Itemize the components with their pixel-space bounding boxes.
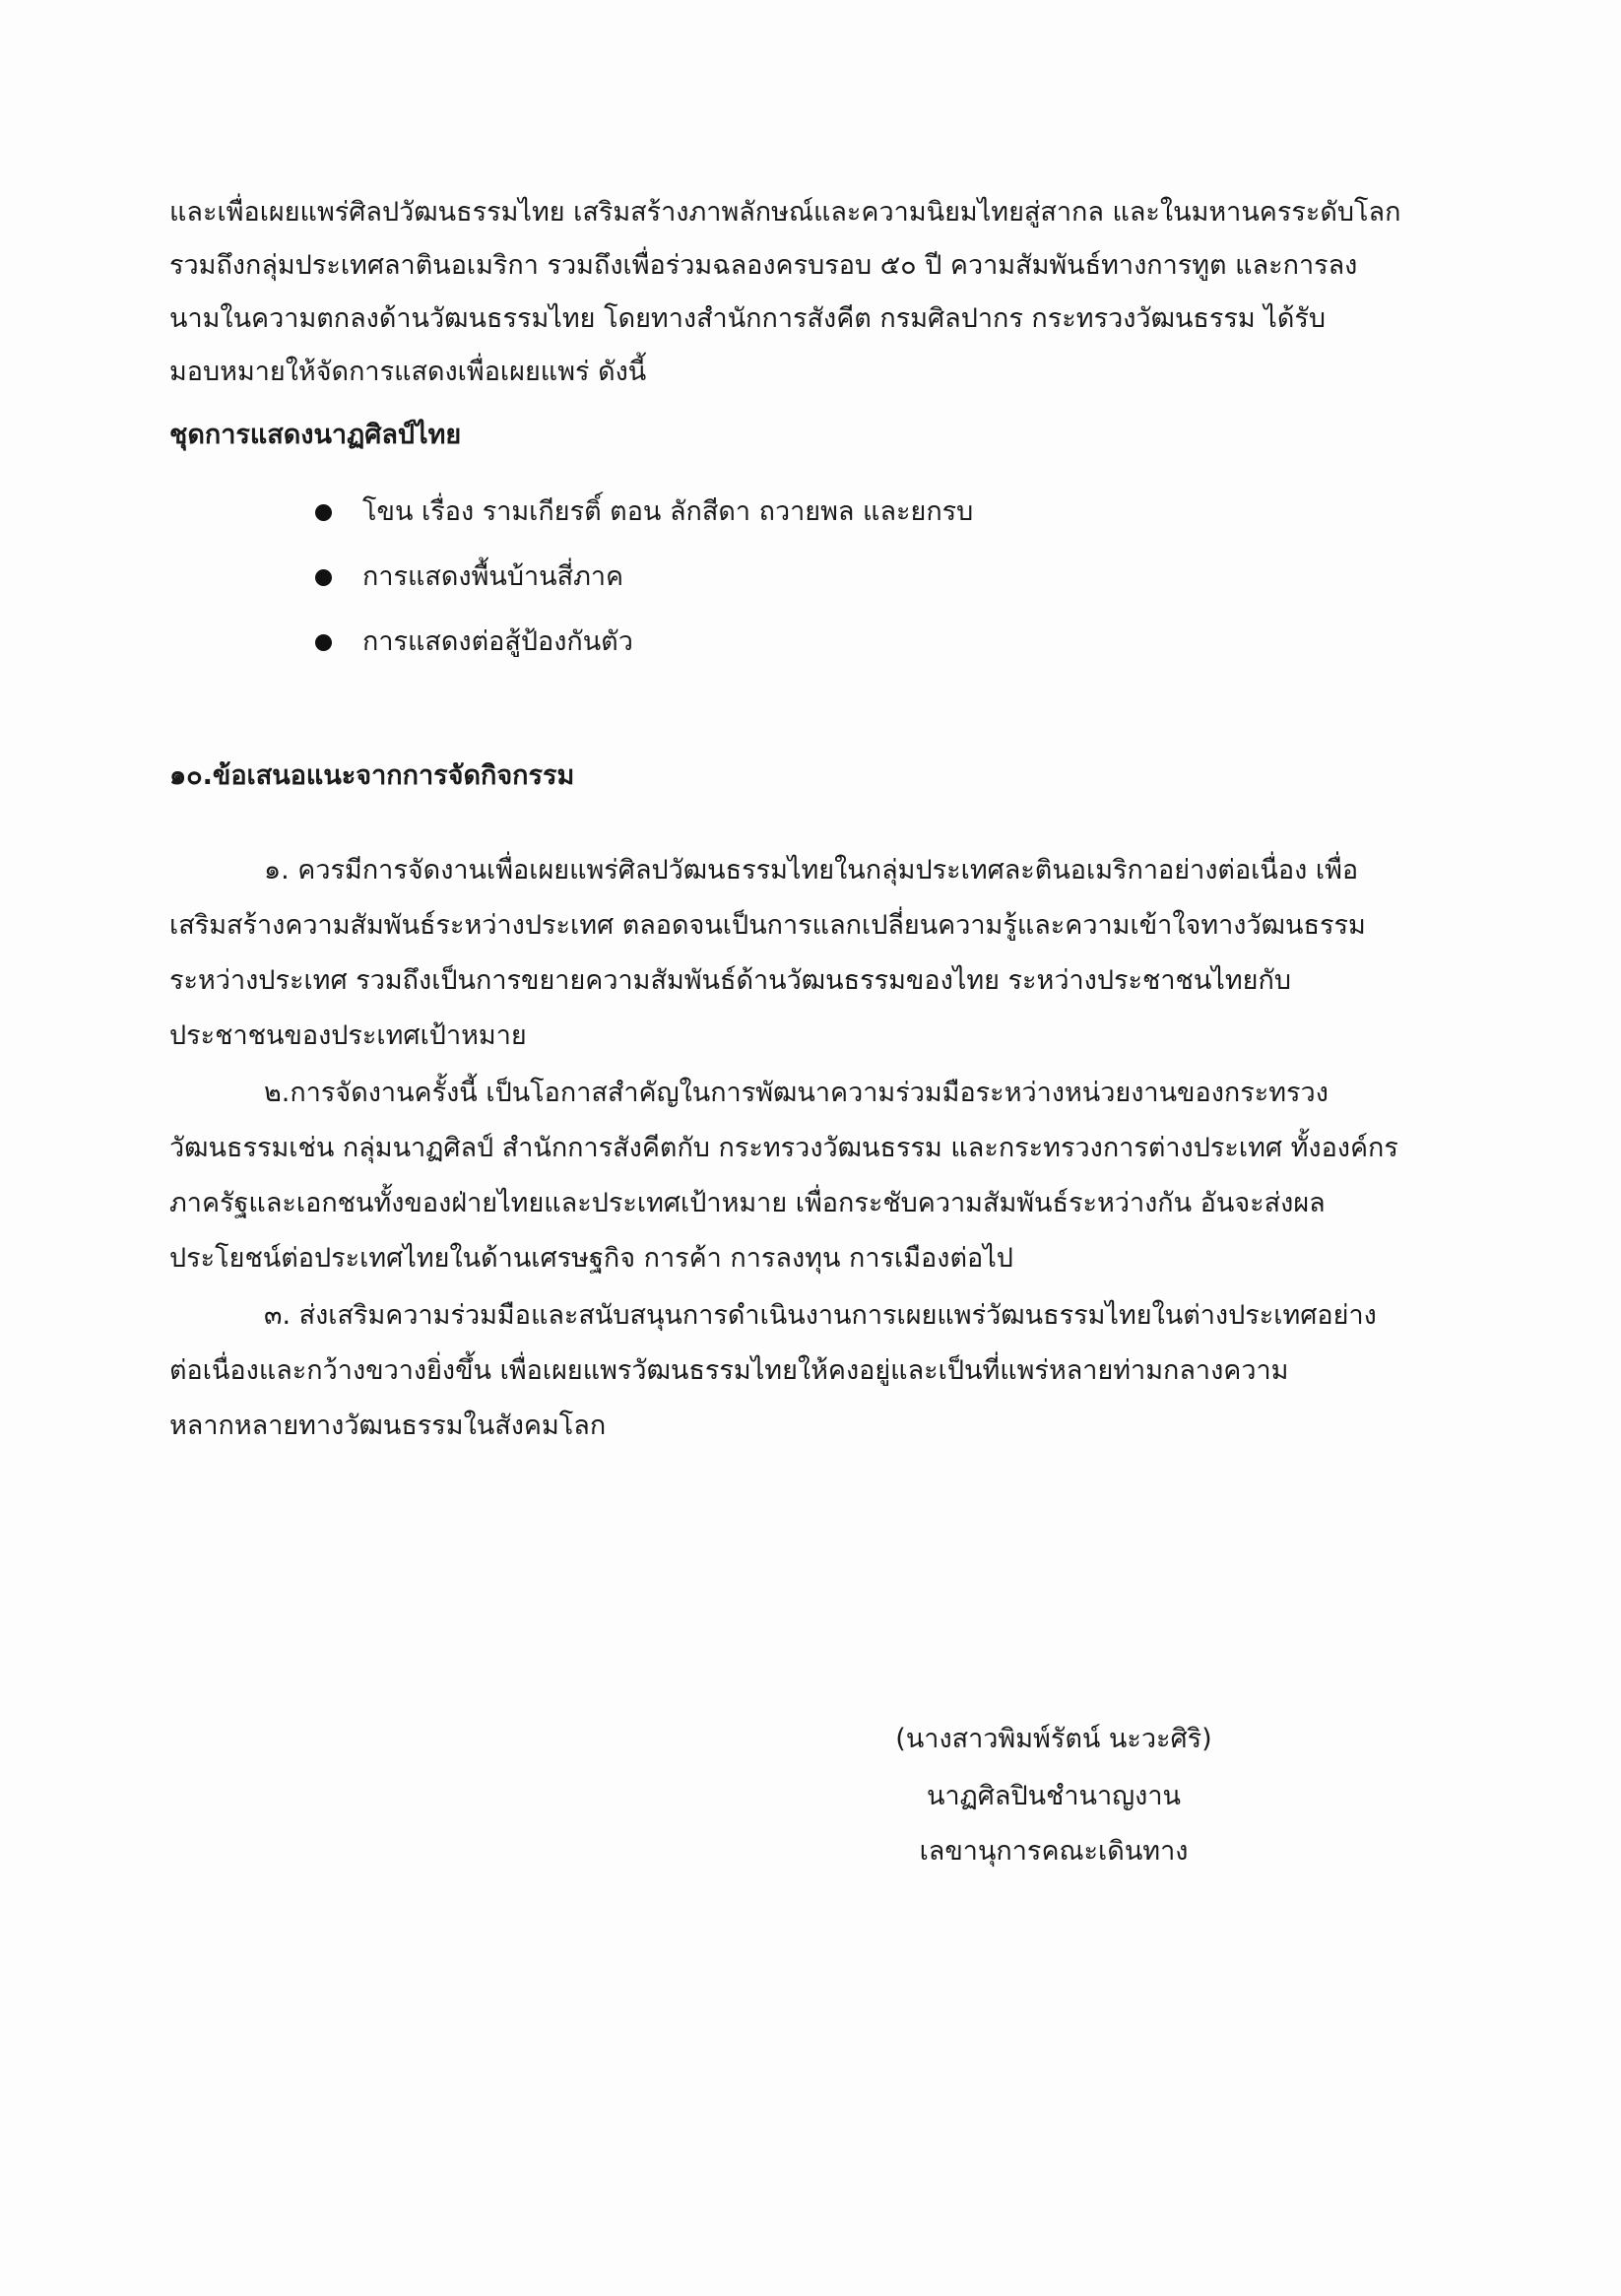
recommendation-1-line: ๑. ควรมีการจัดงานเพื่อเผยแพร่ศิลปวัฒนธรรมไทยในกลุ่มประเทศละตินอเมริกาอย่างต่อเนื่อง เพื่อ <box>264 855 1359 886</box>
recommendation-2-line: วัฒนธรรมเช่น กลุ่มนาฏศิลป์ สำนักการสังคีตกับ กระทรวงวัฒนธรรม และกระทรวงการต่างประเทศ ทั้งองค์กร <box>169 1133 1398 1163</box>
performances-heading: ชุดการแสดงนาฏศิลป์ไทย <box>169 420 462 450</box>
recommendation-3-line: ต่อเนื่องและกว้างขวางยิ่งขึ้น เพื่อเผยแพรวัฒนธรรมไทยให้คงอยู่และเป็นที่แพร่หลายท่ามกลางความ <box>169 1355 1289 1386</box>
recommendation-2-line: ๒.การจัดงานครั้งนี้ เป็นโอกาสสำคัญในการพัฒนาความร่วมมือระหว่างหน่วยงานของกระทรวง <box>264 1078 1329 1108</box>
bullet-icon <box>315 634 332 651</box>
recommendation-3-line: ๓. ส่งเสริมความร่วมมือและสนับสนุนการดำเนินงานการเผยแพร่วัฒนธรรมไทยในต่างประเทศอย่าง <box>264 1300 1377 1331</box>
recommendation-1-line: ระหว่างประเทศ รวมถึงเป็นการขยายความสัมพันธ์ด้านวัฒนธรรมของไทย ระหว่างประชาชนไทยกับ <box>169 965 1291 996</box>
bullet-icon <box>315 569 332 586</box>
bullet-icon <box>315 504 332 521</box>
recommendation-3-line: หลากหลายทางวัฒนธรรมในสังคมโลก <box>169 1410 607 1441</box>
recommendation-1-line: ประชาชนของประเทศเป้าหมาย <box>169 1020 527 1051</box>
intro-line: มอบหมายให้จัดการแสดงเพื่อเผยแพร่ ดังนี้ <box>169 357 647 387</box>
recommendation-1-line: เสริมสร้างความสัมพันธ์ระหว่างประเทศ ตลอดจนเป็นการแลกเปลี่ยนความรู้และความเข้าใจทางวัฒนธรรม <box>169 910 1366 941</box>
list-item-label: โขน เรื่อง รามเกียรติ์ ตอน ลักสีดา ถวายพล และยกรบ <box>362 496 974 527</box>
list-item-label: การแสดงพื้นบ้านสี่ภาค <box>362 561 624 592</box>
intro-line: นามในความตกลงด้านวัฒนธรรมไทย โดยทางสำนักการสังคีต กรมศิลปากร กระทรวงวัฒนธรรม ได้รับ <box>169 303 1327 334</box>
recommendations-heading: ๑๐.ข้อเสนอแนะจากการจัดกิจกรรม <box>169 760 575 791</box>
intro-line: รวมถึงกลุ่มประเทศลาตินอเมริกา รวมถึงเพื่อร่วมฉลองครบรอบ ๕๐ ปี ความสัมพันธ์ทางการทูต และการลง <box>169 250 1358 281</box>
recommendation-2-line: ประโยชน์ต่อประเทศไทยในด้านเศรษฐกิจ การค้า การลงทุน การเมืองต่อไป <box>169 1243 1013 1274</box>
signatory-role: เลขานุการคณะเดินทาง <box>919 1836 1189 1867</box>
intro-line: และเพื่อเผยแพร่ศิลปวัฒนธรรมไทย เสริมสร้างภาพลักษณ์และความนิยมไทยสู่สากล และในมหานครระดับโลก <box>169 197 1401 228</box>
list-item-label: การแสดงต่อสู้ป้องกันตัว <box>362 626 633 657</box>
signatory-name: (นางสาวพิมพ์รัตน์ นะวะศิริ) <box>895 1724 1212 1754</box>
recommendation-2-line: ภาครัฐและเอกชนทั้งของฝ่ายไทยและประเทศเป้าหมาย เพื่อกระชับความสัมพันธ์ระหว่างกัน อันจะส่งผล <box>169 1188 1326 1218</box>
signatory-position: นาฏศิลปินชำนาญงาน <box>927 1781 1181 1811</box>
